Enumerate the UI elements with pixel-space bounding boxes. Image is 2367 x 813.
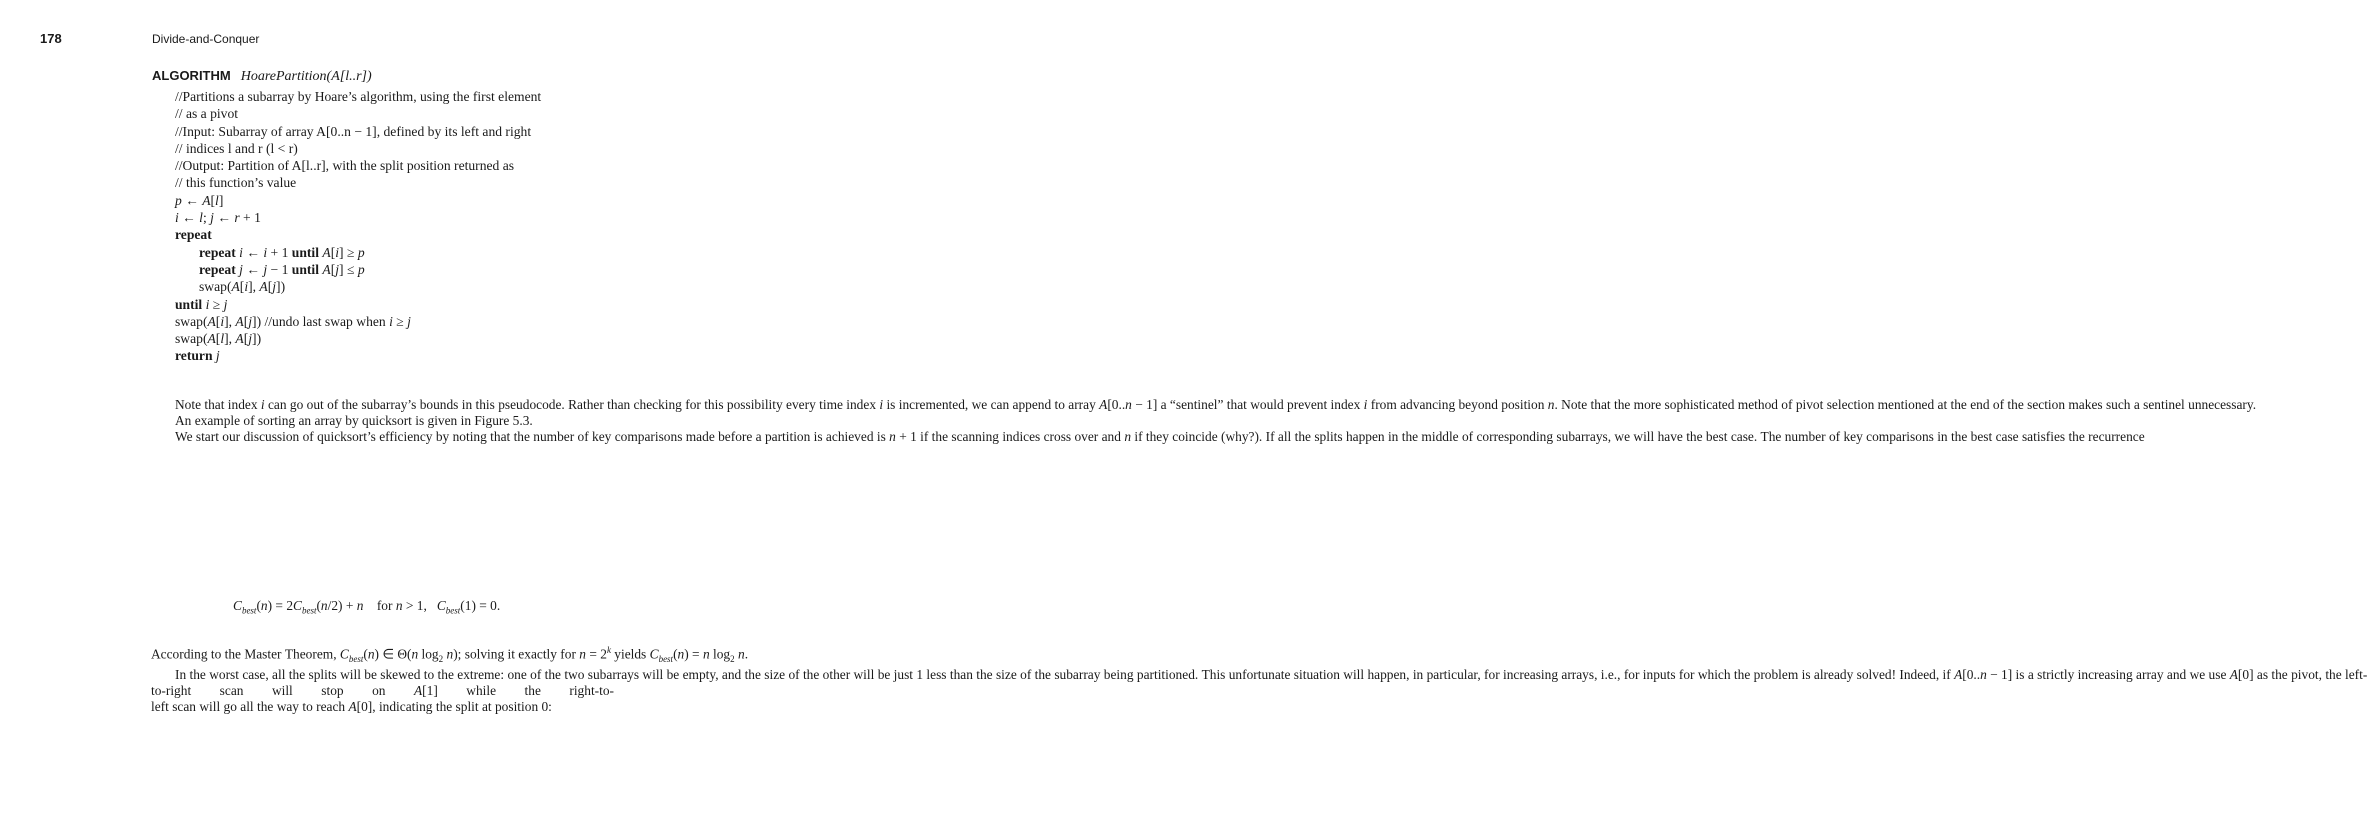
pseudocode-line: //Partitions a subarray by Hoare’s algorithm, using the first element [175,89,542,104]
pseudocode [175,88,541,365]
algorithm-signature: HoarePartition(A[l..r]) [240,69,372,84]
paragraph-example: An example of sorting an array by quicksort is given in Figure 5.3. [175,413,533,429]
pseudocode-line: swap(A[l], A[j]) [175,331,262,347]
running-head: Divide-and-Conquer [152,32,260,46]
pseudocode-line: return j [175,348,220,364]
body-text-lower [151,642,2367,716]
paragraph-master-theorem: According to the Master Theorem, $C_{best}(n)$ ∈ Θ(n $\log_2 n$); solving it exactly for $n = 2^k$ yields $C_{best}(n) = n$ $\log_2 n$. [151,645,749,665]
paragraph-worst-case: In the worst case, all the splits will be skewed to the extreme: one of the two subarrays will be empty, and the size of the other will be just 1 less than the size of the subarray being partitioned. This unfortunate situation will happen, in particular, for increasing arrays, i.e., for inputs for which the problem is already solved! Indeed, if A[0..n − 1] is a strictly increasing array and we use A[0] as the pivot, the left-to-right scan will stop on A[1] while the right-to-left scan will go all the way to reach A[0], indicating the split at position 0: [151,667,2367,715]
pseudocode-line: repeat [175,227,212,243]
pseudocode-line: until i ≥ j [175,296,228,312]
pseudocode-line: i ← l; j ← r + 1 [175,210,261,226]
pseudocode-line: // this function’s value [175,175,297,191]
pseudocode-line: // as a pivot [175,106,239,122]
paragraph-sentinel: Note that index i can go out of the subarray’s bounds in this pseudocode. Rather than checking for this possibility every time index i is incremented, we can append to array A[0..n − 1] a “sentinel” that would prevent index i from advancing beyond position n. Note that the more sophisticated method of pivot selection mentioned at the end of the section makes such a sentinel unnecessary. [175,397,2257,412]
pseudocode-line: p ← A[l] [175,192,224,208]
paragraph-efficiency: We start our discussion of quicksort’s efficiency by noting that the number of key comparisons made before a partition is achieved is n + 1 if the scanning indices cross over and n if they coincide (why?). If all the splits happen in the middle of corresponding subarrays, we will have the best case. The number of key comparisons in the best case satisfies the recurrence [175,429,2145,445]
pseudocode-line: //Output: Partition of A[l..r], with the split position returned as [175,158,515,174]
pseudocode-line: swap(A[i], A[j]) //undo last swap when i ≥ j [175,313,411,329]
pseudocode-line: repeat j ← j − 1 until A[j] ≤ p [199,261,365,277]
pseudocode-line: swap(A[i], A[j]) [199,279,286,295]
pseudocode-line: // indices l and r (l < r) [175,140,298,156]
pseudocode-line: repeat i ← i + 1 until A[i] ≥ p [199,244,365,260]
body-text-upper [151,397,2257,445]
algorithm-keyword: ALGORITHM [152,68,231,83]
pseudocode-line: //Input: Subarray of array A[0..n − 1], defined by its left and right [175,123,532,139]
algorithm-title [152,68,372,85]
recurrence-equation: $C_{best}(n) = 2C_{best}(n/2) + n$ for n > 1, $C_{best}(1) = 0$. [233,598,501,616]
page-number: 178 [40,31,62,46]
